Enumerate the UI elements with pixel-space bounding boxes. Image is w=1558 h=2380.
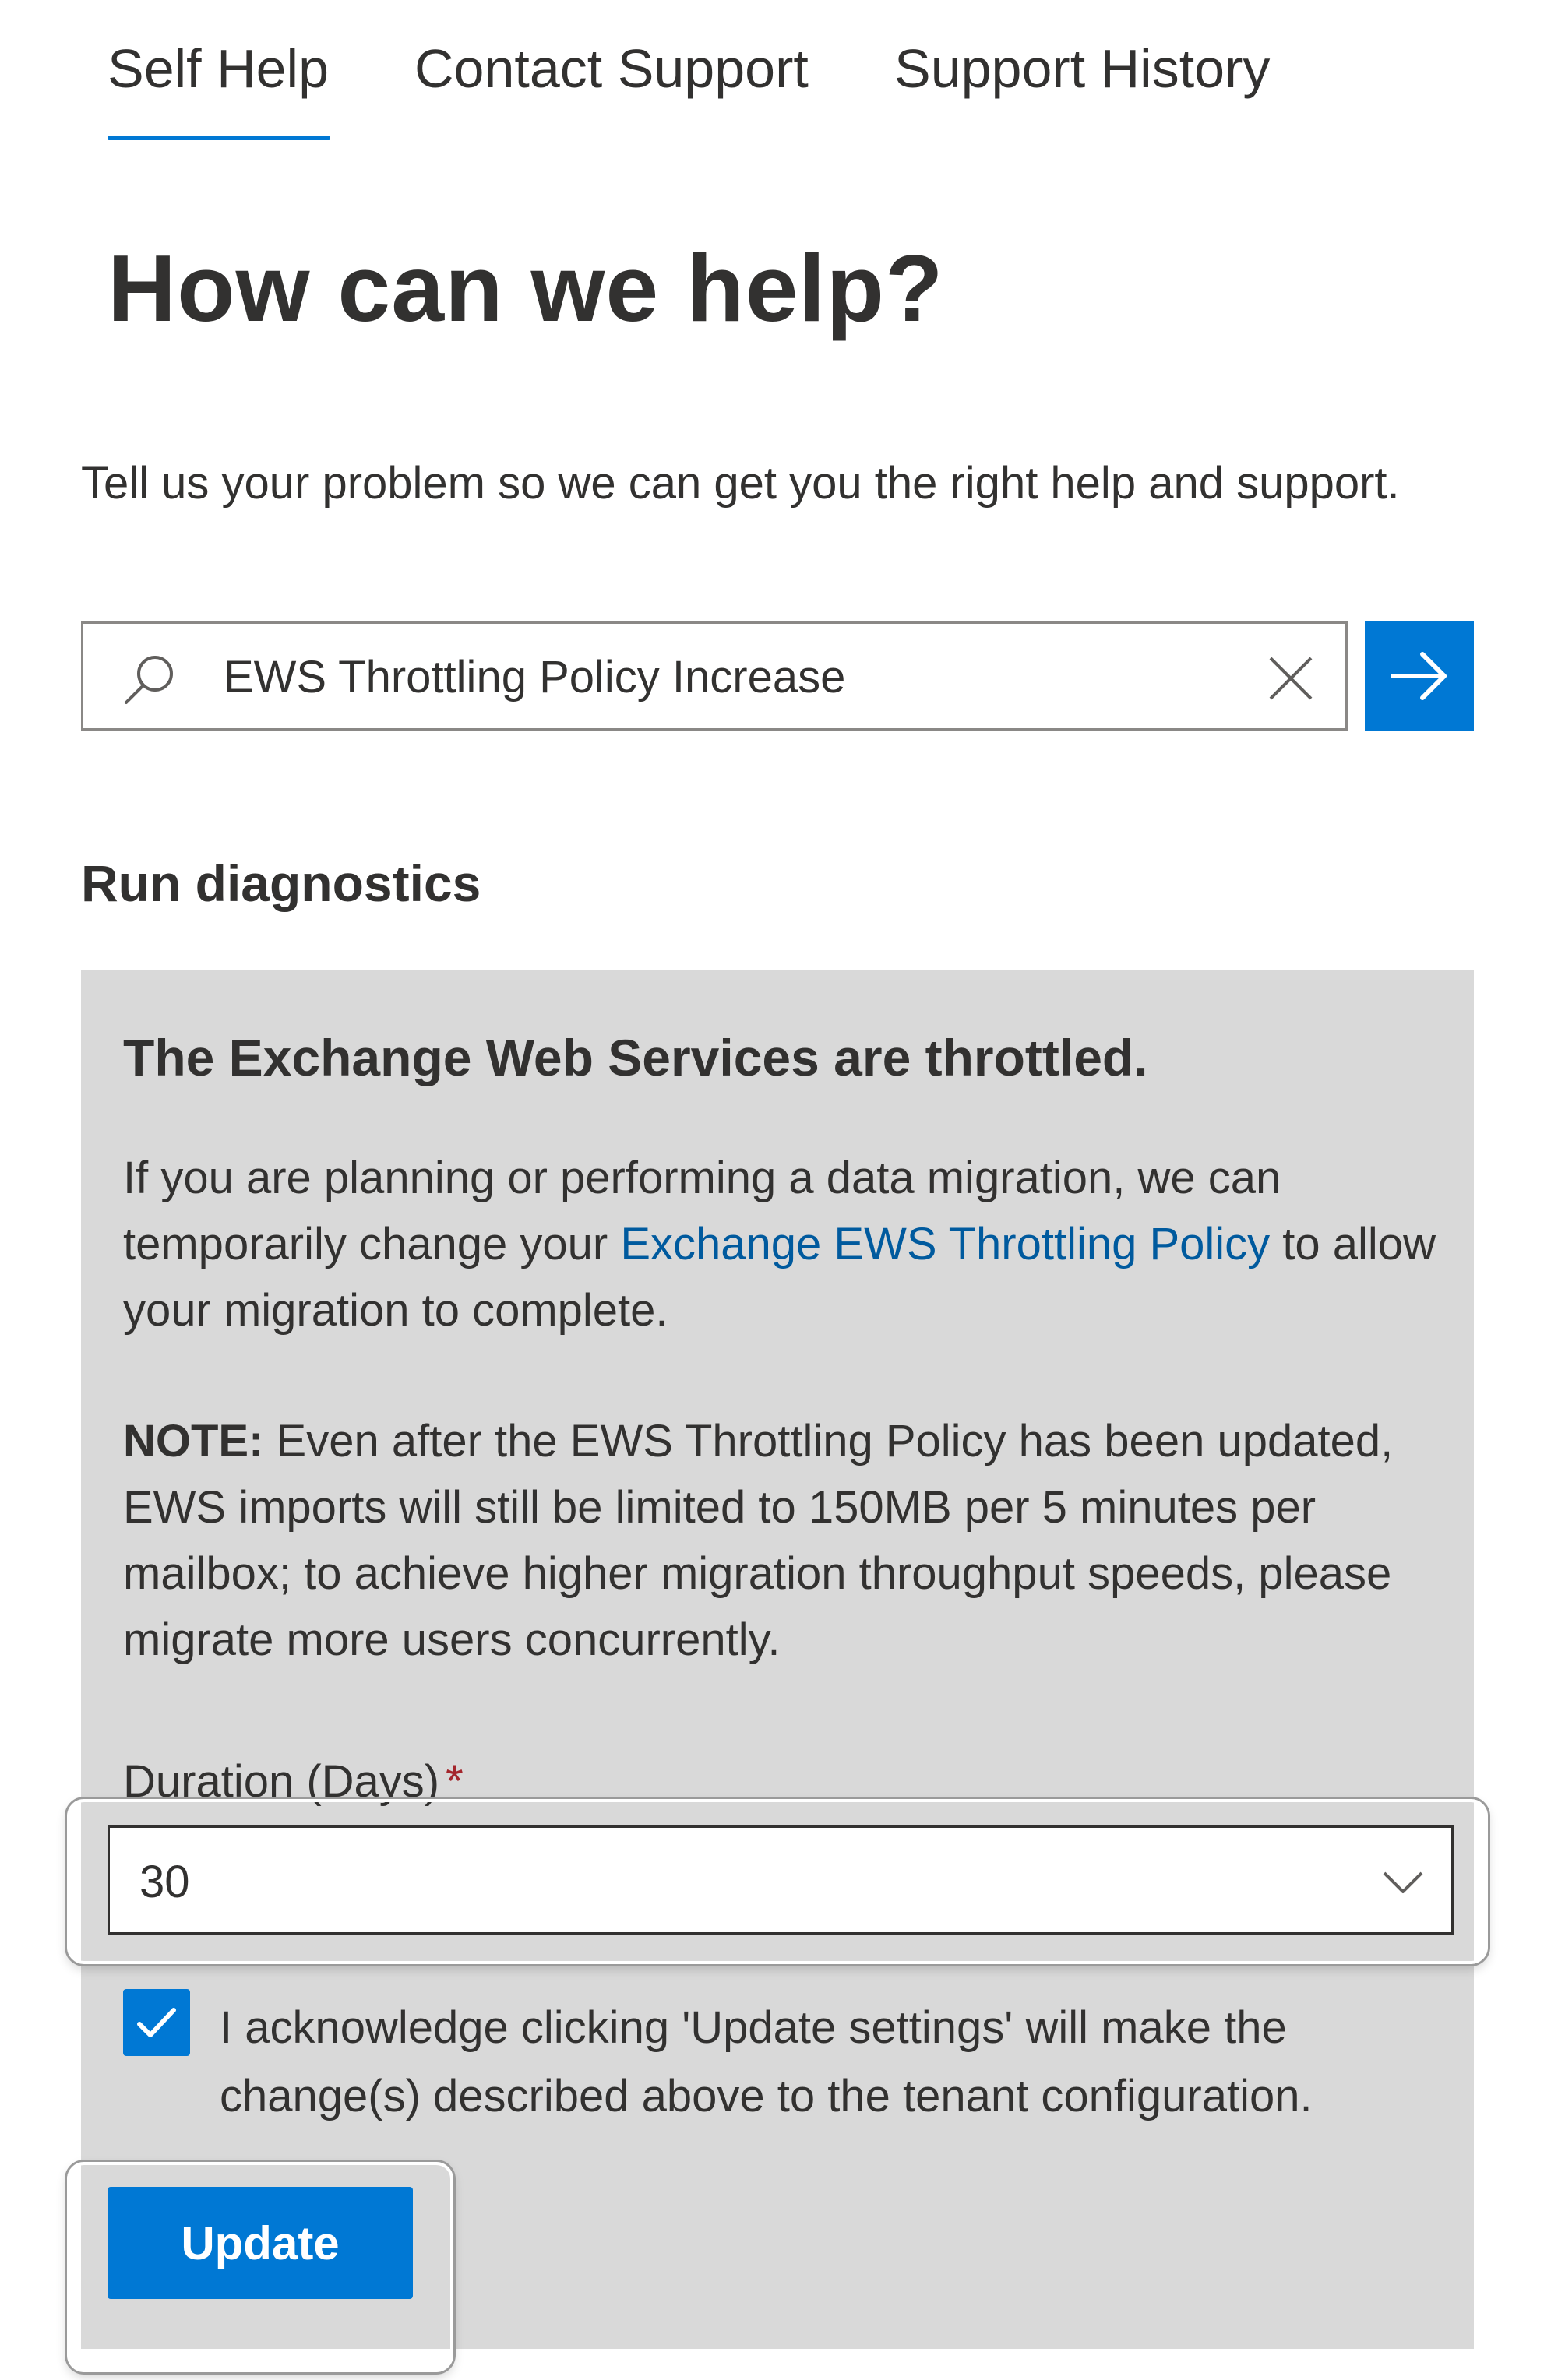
duration-dropdown[interactable]: [108, 1825, 1454, 1935]
tab-contact-support[interactable]: Contact Support: [414, 38, 809, 99]
update-button[interactable]: Update: [108, 2187, 413, 2299]
checkmark-icon: [133, 1999, 180, 2046]
acknowledge-checkbox[interactable]: [123, 1989, 190, 2056]
chevron-down-icon: [1381, 1861, 1425, 1904]
ews-policy-link[interactable]: Exchange EWS Throttling Policy: [620, 1219, 1271, 1269]
migration-text-before: If you are planning or performing a data migration, we can temporarily change your: [123, 1153, 1281, 1269]
intro-text: Tell us your problem so we can get you the right help and support.: [81, 458, 1400, 509]
panel-heading: The Exchange Web Services are throttled.: [123, 1029, 1148, 1086]
search-submit-button[interactable]: [1365, 621, 1474, 731]
search-input[interactable]: [224, 639, 1236, 714]
section-title: Run diagnostics: [81, 854, 481, 912]
note-paragraph: [123, 1408, 1447, 1673]
arrow-right-icon: [1388, 645, 1450, 707]
migration-paragraph: [123, 1145, 1447, 1343]
duration-value: 30: [139, 1857, 190, 1907]
page-title: How can we help?: [108, 235, 944, 341]
migration-text-after: to allow your migration to complete.: [123, 1219, 1436, 1336]
close-icon[interactable]: [1266, 653, 1316, 703]
note-label: NOTE:: [123, 1416, 264, 1466]
diagnostics-panel: [81, 970, 1474, 2349]
duration-label-text: Duration (Days): [123, 1756, 440, 1807]
search-icon: [122, 652, 177, 706]
required-mark: *: [446, 1756, 464, 1807]
tab-support-history[interactable]: Support History: [894, 38, 1271, 99]
search-box: [81, 621, 1348, 731]
note-text: Even after the EWS Throttling Policy has been updated, EWS imports will still be limited to 150MB per 5 minutes per mailbox; to achieve higher migration throughput speeds, please migrate more users concurrently.: [123, 1416, 1394, 1665]
acknowledge-text: I acknowledge clicking 'Update settings' will make the change(s) described above to the tenant configuration.: [220, 2002, 1313, 2121]
active-tab-indicator: [108, 136, 330, 140]
tab-self-help[interactable]: Self Help: [108, 38, 330, 99]
